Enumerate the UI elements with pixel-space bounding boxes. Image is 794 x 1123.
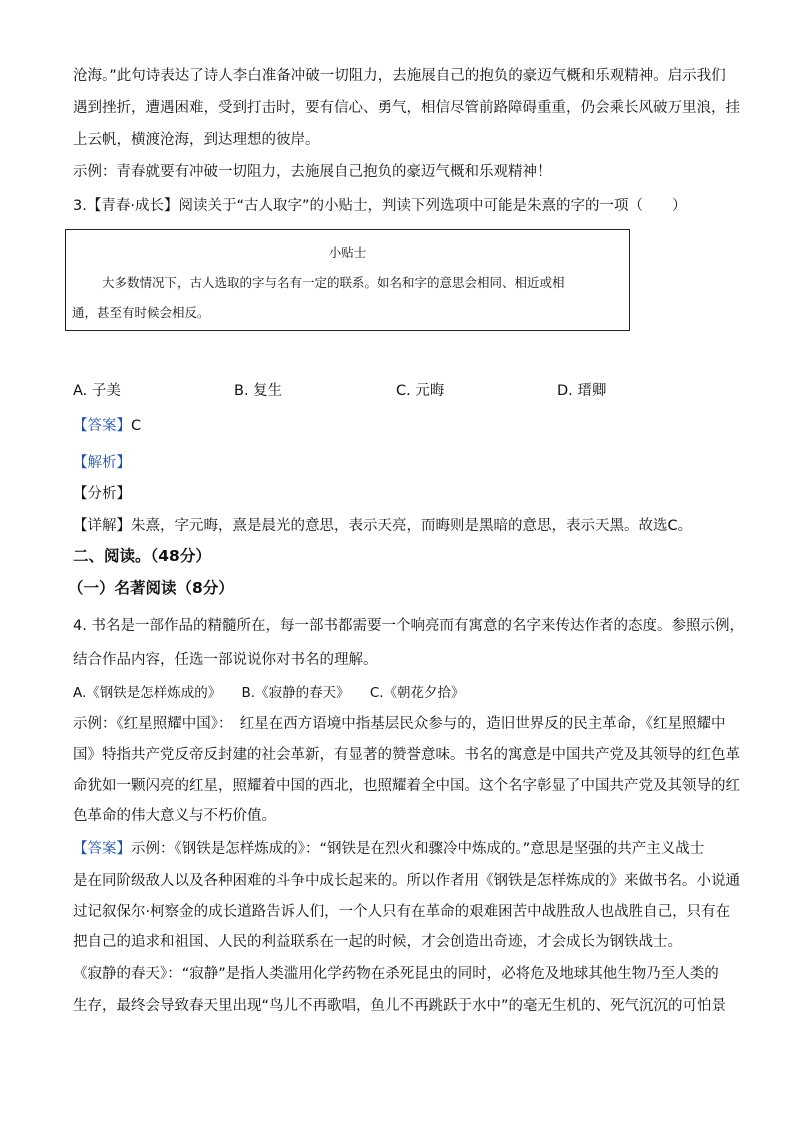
- answer-line: [73, 416, 141, 436]
- answer-value: C: [131, 418, 142, 434]
- text-line: 沧海。”此句诗表达了诗人李白准备冲破一切阻力，去施展自己的抱负的豪迈气概和乐观精神。启示我们: [73, 68, 726, 84]
- text-line: 上云帆，横渡沧海，到达理想的彼岸。: [73, 132, 320, 148]
- option-a: A. 子美: [73, 383, 121, 399]
- fenxi-tag: 【分析】: [73, 486, 131, 502]
- detail-line: [73, 516, 692, 536]
- section-heading: 二、阅读。（48分）: [73, 547, 211, 565]
- question-4-stem: 4. 书名是一部作品的精髓所在，每一部书都需要一个响亮而有寓意的名字来传达作者的态度。参照示例，: [73, 618, 744, 634]
- answer-text: 《寂静的春天》：“寂静”是指人类滥用化学药物在杀死昆虫的同时，必将危及地球其他生物乃至人类的: [73, 966, 719, 982]
- answer-text: 是在同阶级敌人以及各种困难的斗争中成长起来的。所以作者用《钢铁是怎样炼成的》来做书名。小说通: [73, 873, 740, 889]
- question-4-options: A.《钢铁是怎样炼成的》 B.《寂静的春天》 C.《朝花夕拾》: [73, 685, 465, 701]
- subsection-heading: （一）名著阅读（8分）: [68, 579, 234, 597]
- answer-text: 生存，最终会导致春天里出现“鸟儿不再歌唱，鱼儿不再跳跃于水中”的毫无生机的、死气沉沉的可怕景: [73, 998, 727, 1014]
- answer-tag: 【答案】: [73, 418, 131, 434]
- example-line: 命犹如一颗闪亮的红星，照耀着中国的西北，也照耀着全中国。这个名字彰显了中国共产党及其领导的红: [73, 778, 740, 794]
- option-b: B. 复生: [234, 383, 283, 399]
- question-4-stem: 结合作品内容，任选一部说说你对书名的理解。: [73, 652, 378, 668]
- tip-box: [65, 229, 630, 331]
- text-line: 遇到挫折，遭遇困难，受到打击时，要有信心、勇气，相信尽管前路障碍重重，仍会乘长风破万里浪，挂: [73, 100, 740, 116]
- text-line: 示例：青春就要有冲破一切阻力，去施展自己抱负的豪迈气概和乐观精神！: [73, 164, 552, 180]
- analysis-tag: 【解析】: [73, 455, 131, 471]
- tip-box-text: 大多数情况下，古人选取的字与名有一定的联系。如名和字的意思会相同、相近或相: [102, 275, 565, 290]
- answer-text: 把自己的追求和祖国、人民的利益联系在一起的时候，才会创造出奇迹，才会成长为钢铁战士。: [73, 934, 682, 950]
- answer-text: 示例：《钢铁是怎样炼成的》：“钢铁是在烈火和骤冷中炼成的。”意思是坚强的共产主义战士: [131, 841, 705, 857]
- answer-tag: 【答案】: [73, 841, 131, 857]
- tip-box-title: 小贴士: [328, 245, 367, 260]
- detail-text: 朱熹，字元晦，熹是晨光的意思，表示天亮，而晦则是黑暗的意思，表示天黑。故选C。: [131, 518, 693, 534]
- example-line: 色革命的伟大意义与不朽价值。: [73, 808, 276, 824]
- example-line: 示例：《红星照耀中国》： 红星在西方语境中指基层民众参与的，造旧世界反的民主革命，《红星照耀中: [73, 716, 726, 732]
- option-d: D. 瑨卿: [557, 383, 607, 399]
- answer-line: [73, 839, 704, 859]
- answer-text: 过记叙保尔·柯察金的成长道路告诉人们，一个人只有在革命的艰难困苦中战胜敌人也战胜自己，只有在: [73, 904, 731, 920]
- example-line: 国》特指共产党反帝反封建的社会革新，有显著的赞誉意味。书名的寓意是中国共产党及其领导的红色革: [73, 747, 740, 763]
- option-c: C. 元晦: [396, 383, 445, 399]
- tip-box-text: 通，甚至有时候会相反。: [72, 305, 210, 320]
- detail-tag: 【详解】: [73, 518, 131, 534]
- question-3-stem: 3.【青春·成长】阅读关于“古人取字”的小贴士，判读下列选项中可能是朱熹的字的一项（ ）: [73, 198, 687, 214]
